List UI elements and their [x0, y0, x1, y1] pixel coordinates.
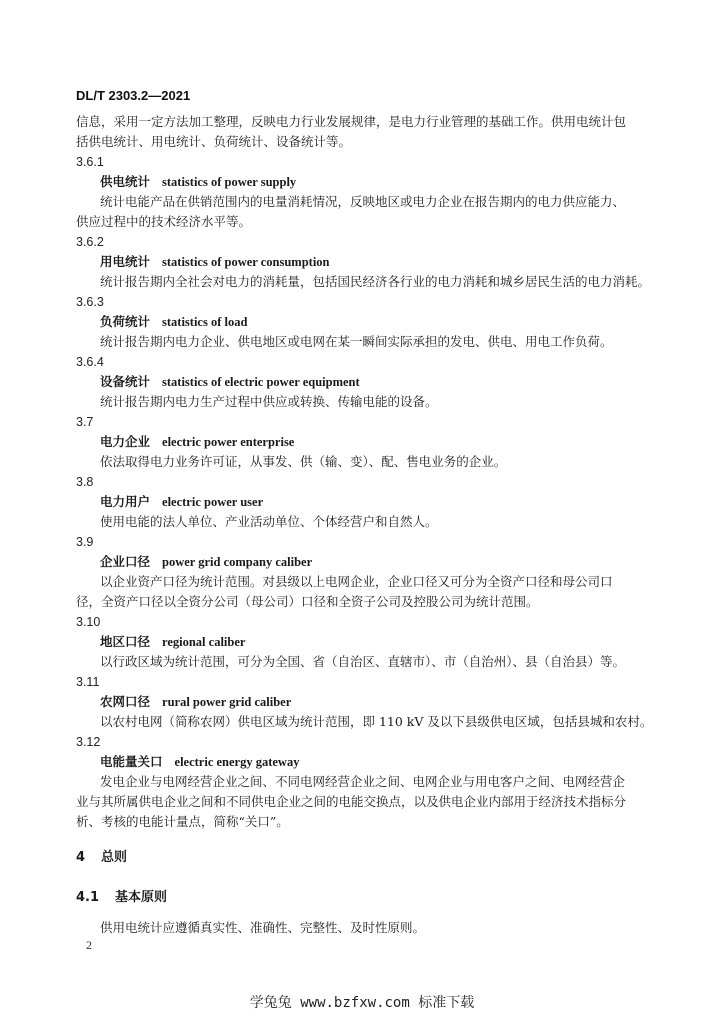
entry-definition [76, 332, 658, 352]
term-chinese: 负荷统计 [100, 314, 151, 329]
definition-line: 使用电能的法人单位、产业活动单位、个体经营户和自然人。 [100, 514, 438, 529]
entry-number: 3.8 [76, 475, 94, 489]
entry-definition [76, 772, 658, 832]
entry-definition [76, 452, 658, 472]
term-english: statistics of power consumption [162, 255, 330, 269]
entry-definition [76, 512, 658, 532]
definition-line: 统计报告期内电力企业、供电地区或电网在某一瞬间实际承担的发电、供电、用电工作负荷。 [100, 334, 613, 349]
entry-number: 3.6.3 [76, 295, 104, 309]
footer-watermark: 学兔兔 www.bzfxw.com 标准下载 [249, 995, 475, 1011]
term-english: statistics of electric power equipment [162, 375, 360, 389]
entry-number: 3.6.1 [76, 155, 104, 169]
term-english: electric power enterprise [162, 435, 295, 449]
definition-line: 析、考核的电能计量点，简称“关口”。 [76, 814, 289, 829]
entry-term [76, 692, 658, 712]
term-entries [76, 152, 658, 832]
entry-term [76, 312, 658, 332]
term-english: rural power grid caliber [162, 695, 292, 709]
term-entry [76, 152, 658, 232]
term-entry [76, 532, 658, 612]
section-text-line: 供用电统计应遵循真实性、准确性、完整性、及时性原则。 [100, 920, 426, 935]
entry-number: 3.10 [76, 615, 101, 629]
intro-line: 括供电统计、用电统计、负荷统计、设备统计等。 [76, 134, 352, 149]
entry-term [76, 632, 658, 652]
intro-paragraph [76, 112, 658, 152]
chapter-title: 总则 [101, 850, 128, 865]
entry-term [76, 252, 658, 272]
section-heading [76, 888, 658, 908]
term-english: statistics of power supply [162, 175, 297, 189]
entry-term [76, 492, 658, 512]
definition-line: 以农村电网（简称农网）供电区域为统计范围，即 110 kV 及以下县级供电区域，包括县城和农村。 [100, 714, 653, 729]
term-english: electric power user [162, 495, 264, 509]
term-english: power grid company caliber [162, 555, 313, 569]
entry-term [76, 372, 658, 392]
entry-term [76, 552, 658, 572]
entry-number: 3.6.2 [76, 235, 104, 249]
term-entry [76, 732, 658, 832]
definition-line: 以企业资产口径为统计范围。对县级以上电网企业，企业口径又可分为全资产口径和母公司口 [100, 574, 613, 589]
term-english: electric energy gateway [174, 755, 300, 769]
entry-number: 3.12 [76, 735, 101, 749]
section-text [76, 918, 658, 938]
entry-definition [76, 572, 658, 612]
term-entry [76, 412, 658, 472]
section-number: 4.1 [76, 890, 100, 905]
definition-line: 统计电能产品在供销范围内的电量消耗情况，反映地区或电力企业在报告期内的电力供应能力、 [100, 194, 626, 209]
term-english: statistics of load [162, 315, 248, 329]
definition-line: 统计报告期内全社会对电力的消耗量，包括国民经济各行业的电力消耗和城乡居民生活的电力消耗。 [100, 274, 651, 289]
term-chinese: 电力用户 [100, 494, 151, 509]
term-entry [76, 472, 658, 532]
entry-term [76, 432, 658, 452]
entry-definition [76, 272, 658, 292]
term-entry [76, 352, 658, 412]
definition-line: 依法取得电力业务许可证，从事发、供（输、变）、配、售电业务的企业。 [100, 454, 507, 469]
definition-line: 发电企业与电网经营企业之间、不同电网经营企业之间、电网企业与用电客户之间、电网经营企 [100, 774, 626, 789]
document-id-header: DL/T 2303.2—2021 [76, 88, 191, 103]
term-chinese: 电能量关口 [100, 754, 163, 769]
term-entry [76, 232, 658, 292]
term-chinese: 设备统计 [100, 374, 151, 389]
term-entry [76, 292, 658, 352]
entry-term [76, 172, 658, 192]
entry-number: 3.9 [76, 535, 94, 549]
definition-line: 统计报告期内电力生产过程中供应或转换、传输电能的设备。 [100, 394, 438, 409]
entry-number: 3.11 [76, 675, 100, 689]
definition-line: 径，全资产口径以全资分公司（母公司）口径和全资子公司及控股公司为统计范围。 [76, 594, 539, 609]
term-chinese: 农网口径 [100, 694, 151, 709]
term-chinese: 电力企业 [100, 434, 151, 449]
entry-number: 3.6.4 [76, 355, 104, 369]
term-english: regional caliber [162, 635, 246, 649]
entry-term [76, 752, 658, 772]
term-chinese: 用电统计 [100, 254, 151, 269]
section-title: 基本原则 [115, 890, 168, 905]
entry-definition [76, 652, 658, 672]
definition-line: 供应过程中的技术经济水平等。 [76, 214, 252, 229]
chapter-number: 4 [76, 850, 86, 865]
entry-definition [76, 712, 658, 732]
entry-number: 3.7 [76, 415, 94, 429]
entry-definition [76, 392, 658, 412]
entry-definition [76, 192, 658, 232]
page-number: 2 [86, 938, 92, 952]
document-body [76, 112, 658, 938]
chapter-heading [76, 848, 658, 868]
term-entry [76, 672, 658, 732]
definition-line: 以行政区域为统计范围，可分为全国、省（自治区、直辖市）、市（自治州）、县（自治县）等。 [100, 654, 626, 669]
term-chinese: 地区口径 [100, 634, 151, 649]
definition-line: 业与其所属供电企业之间和不同供电企业之间的电能交换点，以及供电企业内部用于经济技术指标分 [76, 794, 627, 809]
intro-line: 信息，采用一定方法加工整理，反映电力行业发展规律，是电力行业管理的基础工作。供用电统计包 [76, 114, 627, 129]
term-chinese: 企业口径 [100, 554, 151, 569]
term-chinese: 供电统计 [100, 174, 151, 189]
term-entry [76, 612, 658, 672]
